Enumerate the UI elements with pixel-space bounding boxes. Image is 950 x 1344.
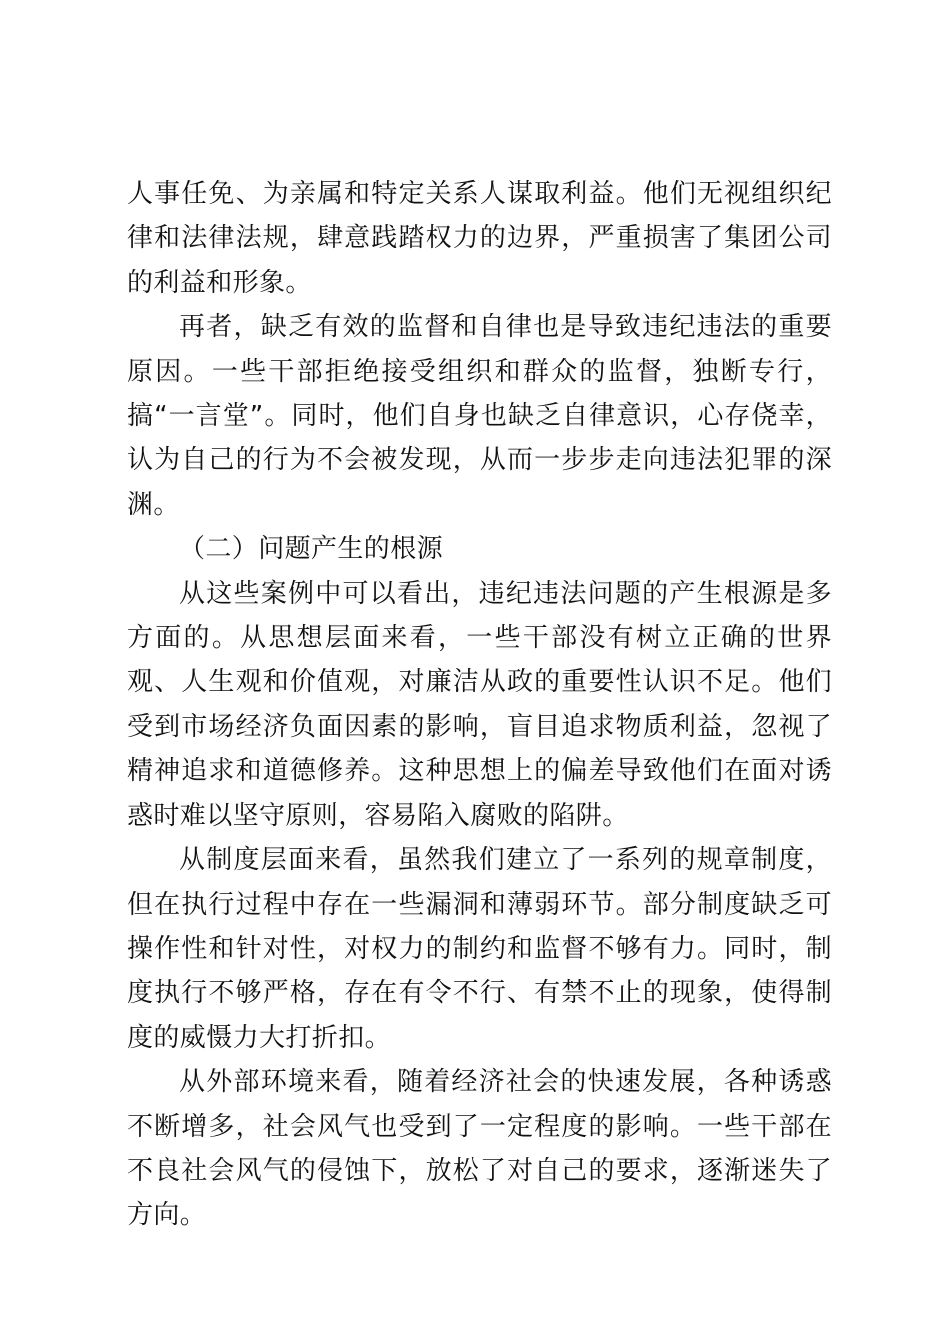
- paragraph: 从外部环境来看，随着经济社会的快速发展，各种诱惑不断增多，社会风气也受到了一定程度的影响。一些干部在不良社会风气的侵蚀下，放松了对自己的要求，逐渐迷失了方向。: [127, 1067, 832, 1231]
- section-heading: （二）问题产生的根源: [179, 534, 444, 565]
- paragraph: 从制度层面来看，虽然我们建立了一系列的规章制度，但在执行过程中存在一些漏洞和薄弱环节。部分制度缺乏可操作性和针对性，对权力的制约和监督不够有力。同时，制度执行不够严格，存在有令不行、有禁不止的现象，使得制度的威慑力大打折扣。: [127, 845, 832, 1053]
- paragraph: 从这些案例中可以看出，违纪违法问题的产生根源是多方面的。从思想层面来看，一些干部没有树立正确的世界观、人生观和价值观，对廉洁从政的重要性认识不足。他们受到市场经济负面因素的影响，盲目追求物质利益，忽视了精神追求和道德修养。这种思想上的偏差导致他们在面对诱惑时难以坚守原则，容易陷入腐败的陷阱。: [127, 578, 832, 831]
- paragraph-continued: 人事任免、为亲属和特定关系人谋取利益。他们无视组织纪律和法律法规，肆意践踏权力的边界，严重损害了集团公司的利益和形象。: [127, 179, 832, 298]
- body-text: [127, 172, 832, 1238]
- paragraph: 再者，缺乏有效的监督和自律也是导致违纪违法的重要原因。一些干部拒绝接受组织和群众的监督，独断专行，搞“一言堂”。同时，他们自身也缺乏自律意识，心存侥幸，认为自己的行为不会被发现，从而一步步走向违法犯罪的深渊。: [127, 312, 832, 520]
